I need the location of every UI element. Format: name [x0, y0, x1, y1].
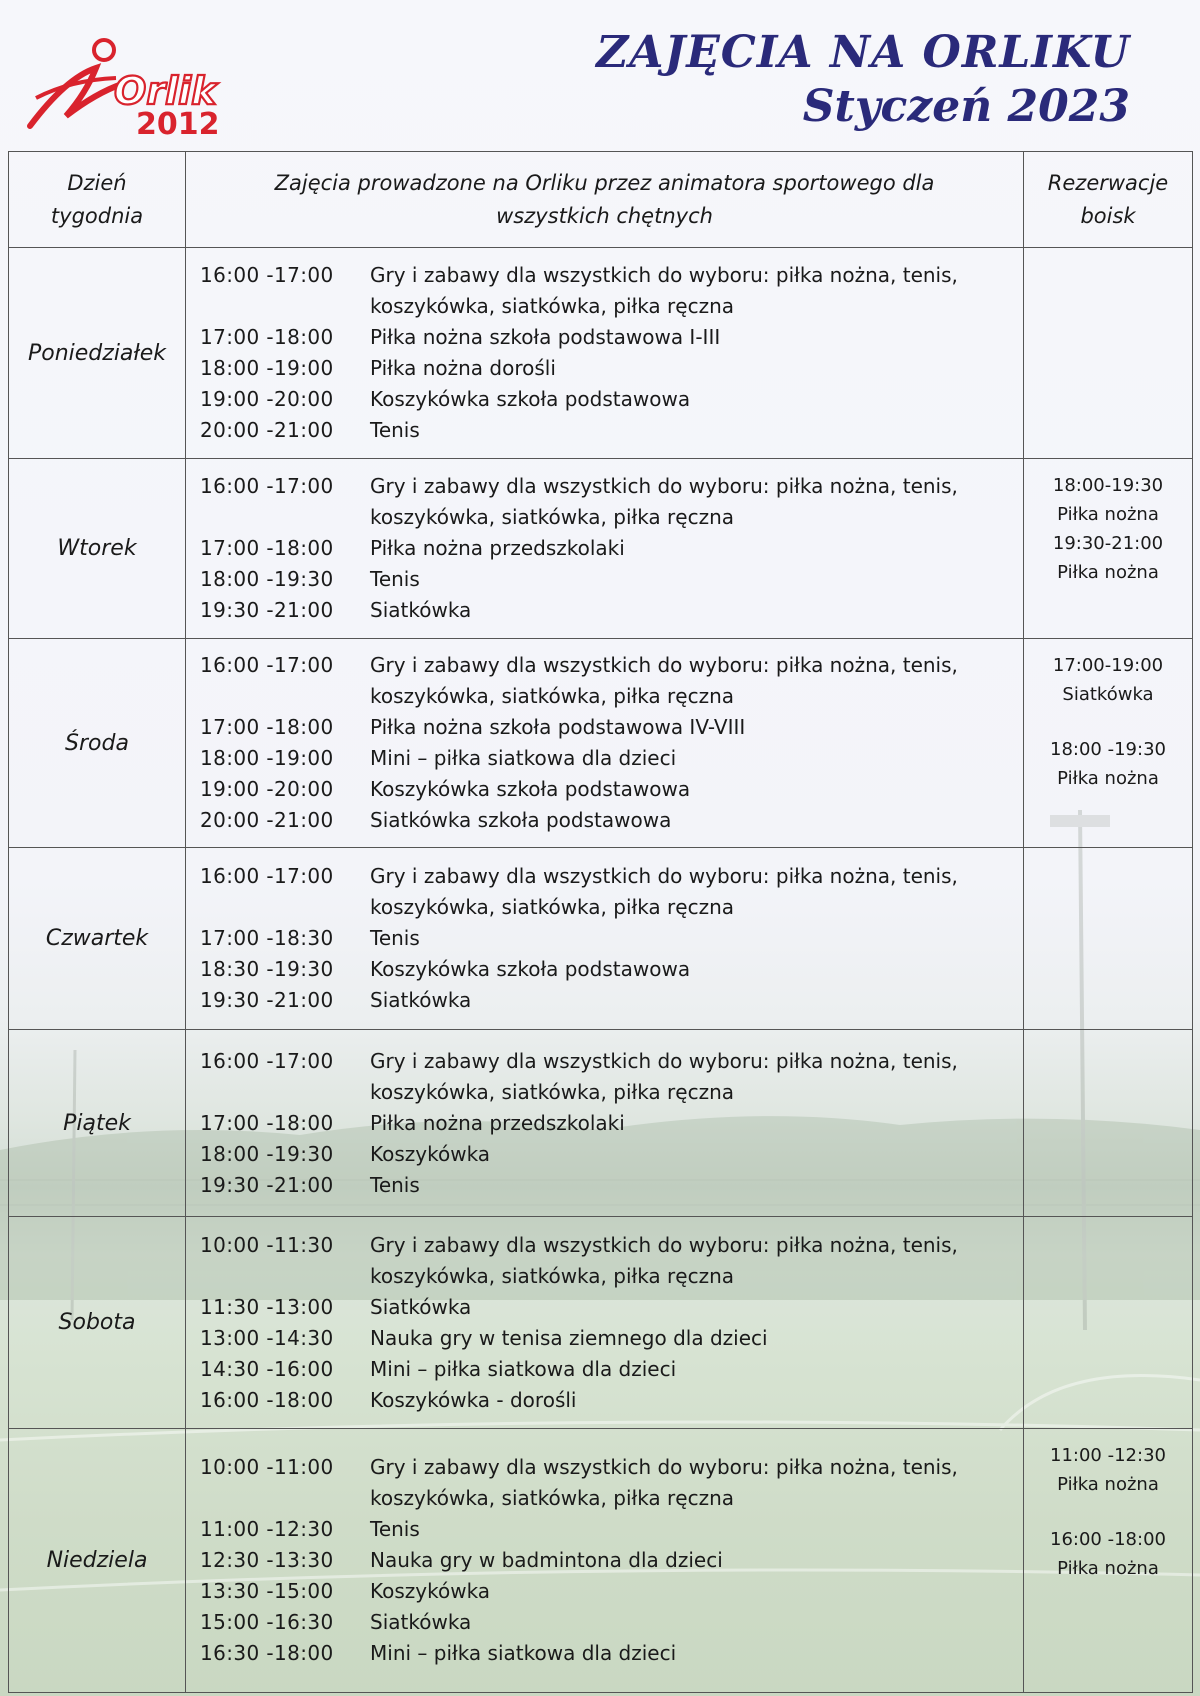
reservation-time: 11:00 -12:30 — [1050, 1445, 1166, 1466]
reservation-slot — [1024, 651, 1192, 709]
header-day-line: tygodnia — [50, 203, 144, 228]
activity-description: Tenis — [370, 567, 420, 591]
day-name: Poniedziałek — [9, 248, 186, 459]
activity-item — [200, 1607, 1023, 1638]
activity-time: 16:00 -17:00 — [200, 474, 334, 498]
activity-item — [200, 743, 1023, 774]
day-row — [9, 248, 1193, 459]
activity-item — [200, 322, 1023, 353]
activity-time: 14:30 -16:00 — [200, 1356, 334, 1381]
activity-item — [200, 1323, 1023, 1354]
activity-time: 16:00 -17:00 — [200, 653, 334, 677]
activity-description: Koszykówka — [370, 1579, 491, 1603]
activity-item — [200, 415, 1023, 446]
activity-time: 16:30 -18:00 — [200, 1641, 334, 1665]
activity-time: 20:00 -21:00 — [200, 418, 334, 442]
day-name: Wtorek — [9, 459, 186, 639]
activity-description: Nauka gry w tenisa ziemnego dla dzieci — [370, 1325, 768, 1350]
reservations-cell — [1024, 248, 1193, 459]
schedule-table — [8, 151, 1193, 1693]
header-activities-line: Zajęcia prowadzone na Orliku przez animatora sportowego dla — [274, 170, 935, 195]
activity-item — [200, 1139, 1023, 1170]
reservations-cell — [1024, 848, 1193, 1030]
activity-item — [200, 1108, 1023, 1139]
activity-description: Koszykówka szkoła podstawowa — [370, 957, 691, 981]
page-title — [596, 26, 1130, 134]
activity-time: 18:00 -19:00 — [200, 746, 334, 770]
activity-time: 19:30 -21:00 — [200, 598, 334, 622]
activity-item — [200, 1576, 1023, 1607]
header-reservations-line: Rezerwacje — [1047, 170, 1169, 195]
activity-time: 10:00 -11:00 — [200, 1455, 334, 1479]
reservation-slot — [1024, 471, 1192, 529]
activities-cell — [186, 1217, 1024, 1429]
activity-item — [200, 595, 1023, 626]
day-row — [9, 639, 1193, 848]
activity-time: 10:00 -11:30 — [200, 1232, 334, 1257]
activity-item — [200, 1354, 1023, 1385]
reservation-description: Piłka nożna — [1057, 1474, 1159, 1495]
activity-time: 18:30 -19:30 — [200, 957, 334, 981]
activity-time: 17:00 -18:30 — [200, 926, 334, 950]
reservation-slot — [1024, 1441, 1192, 1499]
reservation-time: 19:30-21:00 — [1052, 533, 1164, 554]
activity-item — [200, 650, 1023, 712]
activity-time: 18:00 -19:30 — [200, 567, 334, 591]
header-day — [9, 152, 186, 248]
activity-item — [200, 985, 1023, 1016]
activity-description: Gry i zabawy dla wszystkich do wyboru: piłka nożna, tenis, koszykówka, siatkówka, piłka ręczna — [370, 263, 958, 318]
activity-time: 18:00 -19:30 — [200, 1141, 334, 1166]
activity-item — [200, 1292, 1023, 1323]
activity-item — [200, 471, 1023, 533]
activity-description: Siatkówka — [370, 988, 472, 1012]
activities-cell — [186, 639, 1024, 848]
reservation-slot — [1024, 1525, 1192, 1583]
reservation-time: 18:00-19:30 — [1052, 475, 1164, 496]
activity-description: Koszykówka szkoła podstawowa — [370, 777, 691, 801]
reservation-description: Piłka nożna — [1057, 504, 1159, 525]
activity-description: Piłka nożna przedszkolaki — [370, 536, 625, 560]
day-row — [9, 848, 1193, 1030]
activity-description: Mini – piłka siatkowa dla dzieci — [370, 746, 677, 770]
activity-time: 11:30 -13:00 — [200, 1294, 334, 1319]
reservation-description: Piłka nożna — [1057, 768, 1159, 789]
activity-description: Tenis — [370, 1172, 420, 1197]
activity-time: 16:00 -18:00 — [200, 1387, 334, 1412]
svg-text:Orlik: Orlik — [114, 69, 217, 113]
reservation-slot — [1024, 735, 1192, 793]
activity-item — [200, 1046, 1023, 1108]
day-name: Środa — [9, 639, 186, 848]
activity-description: Piłka nożna dorośli — [370, 356, 556, 380]
activity-description: Koszykówka szkoła podstawowa — [370, 387, 691, 411]
header-reservations — [1024, 152, 1193, 248]
day-name: Niedziela — [9, 1429, 186, 1693]
reservations-cell — [1024, 639, 1193, 848]
reservation-description: Siatkówka — [1062, 684, 1154, 705]
activity-description: Tenis — [370, 418, 420, 442]
header-activities-line: wszystkich chętnych — [496, 203, 713, 228]
header-reservations-line: boisk — [1080, 203, 1136, 228]
activities-cell — [186, 248, 1024, 459]
reservation-time: 16:00 -18:00 — [1050, 1529, 1166, 1550]
activities-cell — [186, 1429, 1024, 1693]
activity-time: 16:00 -17:00 — [200, 864, 334, 888]
activities-cell — [186, 459, 1024, 639]
activity-time: 20:00 -21:00 — [200, 808, 334, 832]
activity-time: 16:00 -17:00 — [200, 1048, 334, 1073]
reservations-cell — [1024, 1217, 1193, 1429]
activity-item — [200, 1385, 1023, 1416]
activity-description: Gry i zabawy dla wszystkich do wyboru: piłka nożna, tenis, koszykówka, siatkówka, piłka ręczna — [370, 1048, 958, 1104]
reservations-cell — [1024, 459, 1193, 639]
activity-time: 15:00 -16:30 — [200, 1610, 334, 1634]
day-row — [9, 1217, 1193, 1429]
activity-time: 18:00 -19:00 — [200, 356, 334, 380]
activity-item — [200, 1230, 1023, 1292]
activity-time: 19:00 -20:00 — [200, 387, 334, 411]
title-line-2: Styczeń 2023 — [802, 81, 1130, 132]
activity-time: 13:30 -15:00 — [200, 1579, 334, 1603]
header-activities — [186, 152, 1024, 248]
activity-description: Siatkówka — [370, 598, 472, 622]
activity-description: Koszykówka — [370, 1141, 491, 1166]
day-row — [9, 1429, 1193, 1693]
activity-item — [200, 861, 1023, 923]
activity-item — [200, 564, 1023, 595]
activity-description: Piłka nożna szkoła podstawowa I-III — [370, 325, 721, 349]
reservation-description: Piłka nożna — [1057, 1558, 1159, 1579]
svg-text:2012: 2012 — [136, 107, 220, 138]
day-name: Czwartek — [9, 848, 186, 1030]
activity-item — [200, 260, 1023, 322]
activity-description: Piłka nożna szkoła podstawowa IV-VIII — [370, 715, 746, 739]
header-row — [9, 152, 1193, 248]
activity-time: 16:00 -17:00 — [200, 263, 334, 287]
day-name: Sobota — [9, 1217, 186, 1429]
activity-description: Gry i zabawy dla wszystkich do wyboru: piłka nożna, tenis, koszykówka, siatkówka, piłka ręczna — [370, 1232, 958, 1288]
activity-description: Piłka nożna przedszkolaki — [370, 1110, 625, 1135]
activity-item — [200, 805, 1023, 836]
activity-description: Koszykówka - dorośli — [370, 1387, 577, 1412]
reservations-cell — [1024, 1429, 1193, 1693]
activity-item — [200, 774, 1023, 805]
reservation-slot — [1024, 529, 1192, 587]
activity-item — [200, 533, 1023, 564]
activity-description: Siatkówka — [370, 1294, 472, 1319]
activity-description: Gry i zabawy dla wszystkich do wyboru: piłka nożna, tenis, koszykówka, siatkówka, piłka ręczna — [370, 474, 958, 529]
reservations-cell — [1024, 1030, 1193, 1217]
activity-description: Tenis — [370, 926, 420, 950]
activity-description: Siatkówka szkoła podstawowa — [370, 808, 672, 832]
activity-time: 12:30 -13:30 — [200, 1548, 334, 1572]
activity-item — [200, 1545, 1023, 1576]
activity-description: Tenis — [370, 1517, 420, 1541]
activity-time: 17:00 -18:00 — [200, 325, 334, 349]
activities-cell — [186, 848, 1024, 1030]
reservation-time: 18:00 -19:30 — [1050, 739, 1166, 760]
orlik-logo — [26, 38, 236, 138]
activity-time: 17:00 -18:00 — [200, 536, 334, 560]
title-line-1: ZAJĘCIA NA ORLIKU — [596, 27, 1130, 78]
activity-time: 19:30 -21:00 — [200, 1172, 334, 1197]
activity-description: Gry i zabawy dla wszystkich do wyboru: piłka nożna, tenis, koszykówka, siatkówka, piłka ręczna — [370, 1455, 958, 1510]
activity-item — [200, 1514, 1023, 1545]
reservation-description: Piłka nożna — [1057, 562, 1159, 583]
activity-description: Gry i zabawy dla wszystkich do wyboru: piłka nożna, tenis, koszykówka, siatkówka, piłka ręczna — [370, 653, 958, 708]
activity-item — [200, 353, 1023, 384]
activity-time: 11:00 -12:30 — [200, 1517, 334, 1541]
activity-item — [200, 384, 1023, 415]
activity-item — [200, 1170, 1023, 1201]
activity-time: 13:00 -14:30 — [200, 1325, 334, 1350]
activity-item — [200, 712, 1023, 743]
activities-cell — [186, 1030, 1024, 1217]
activity-description: Mini – piłka siatkowa dla dzieci — [370, 1641, 677, 1665]
activity-item — [200, 1452, 1023, 1514]
activity-item — [200, 923, 1023, 954]
header-day-line: Dzień — [67, 170, 127, 195]
activity-item — [200, 1638, 1023, 1669]
activity-time: 19:00 -20:00 — [200, 777, 334, 801]
activity-description: Gry i zabawy dla wszystkich do wyboru: piłka nożna, tenis, koszykówka, siatkówka, piłka ręczna — [370, 864, 958, 919]
reservation-time: 17:00-19:00 — [1052, 655, 1164, 676]
activity-description: Mini – piłka siatkowa dla dzieci — [370, 1356, 677, 1381]
activity-item — [200, 954, 1023, 985]
activity-time: 17:00 -18:00 — [200, 715, 334, 739]
activity-description: Siatkówka — [370, 1610, 472, 1634]
day-row — [9, 459, 1193, 639]
activity-time: 17:00 -18:00 — [200, 1110, 334, 1135]
activity-time: 19:30 -21:00 — [200, 988, 334, 1012]
day-row — [9, 1030, 1193, 1217]
activity-description: Nauka gry w badmintona dla dzieci — [370, 1548, 723, 1572]
day-name: Piątek — [9, 1030, 186, 1217]
